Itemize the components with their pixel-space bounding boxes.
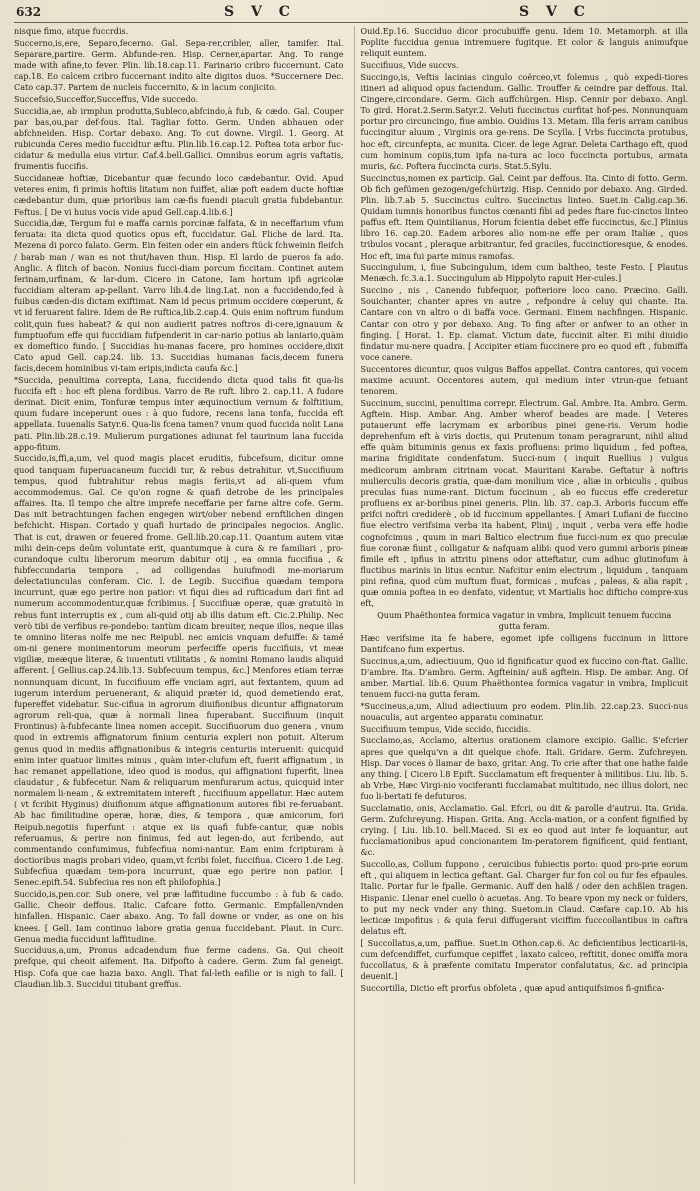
entry-paragraph: Succingulum, i, fiue Subcingulum, idem cum baltheo, teste Festo. [ Plautus Menæch. fc.3.a.1. Succingulum ab Hippolyto rapuit Her-cules.]	[360, 262, 688, 284]
running-head-right: S V C	[519, 4, 591, 20]
entry-paragraph: Succido,is,ffi,a,um, vel quod magis placet eruditis, fubcefsum, dicitur omne quod tanquam fuperuacaneum fuccidi tur, & rebus detrahitur. vt,Succifiuum tempus, quod fubtrahitur rebus magis feriis,vt ad ali-quem vfum accommodemus. Gal. Ce qu'on rogne & quafi detrobe de les principales affaires. Ita. Il tempo che altre imprefe neceffarie per farne altre cofe. Germ. Das mit betrachtungen fachen engegen wirt/ober nebend ernftlichen dingen befchicht. Hispan. Cortado y quafi hurtado de principales negocios. Anglic. That is cut, drawen or feuered frome. Gell.lib.20.cap.11. Quantum autem vitæ mihi dein-ceps deûm voluntate erit, quantumque à cura & re familiari , pro-curandoque cultu liberorum meorum dabitur otij , ea omnia fuccifiua , & fubfeccundaria tempora , ad colligendas huiufmodi me-moriarum delectatiunculas conferam. Cic. l. de Legib. Succifiua quædam tempora incurrunt, quæ ego perire non patior: vt fiqui dies ad rufticadum dari fint ad numerum accommodentur,quæ fcribimus. [ Succifiuæ operæ, quæ gratuitò in rebus funt interruptis ex , cum ali-quid otij ab illis datum eft. Cic.2.Philip. Nec verò tibi de verfibus re-pondebo: tantùm dicam breuiter, neque illos, neque illas te omnino literas nolfe me nec Reipubl. nec amicis vnquam defuiffe: & tamé om-ni genere monimentorum meorum perfeciffe operis fuccifiuis, vt meæ vigiliæ, meæque literæ, & iuuentuti vtilitatis , & nomini Romano laudis aliquid afferent. [ Gellius.cap.24.lib.13. Subfecuum tempus, &c.] Menfores etiam terræ nonnunquam dicunt, In fuccifiuum effe vnciam agri, aut fextantem, quum ad iugerum interdum peruenerant, & aliquid præter id, quod demetiendo erat, fupereffet videbatur. Suc-cifiua in agrorum diuifionibus dicuntur affignatorum agrorum reli-qua, quæ à normali linea fuperabant. Succifiuum (inquit Frontinus) à-fubfecante linea nomen accepit. Succifiuorum duo genera , vnum quod in extremis affignatorum finium centuria expleri non potuit. Alterum genus quod in mediis affignationibus & integris centuriis interuenit: quicquid enim inter quatuor limites minus , quàm inter-clufum eft, fuerit affignatum , in hac remanet appellatione, ideo quod is modus, qui affignationi fuperfit, linea claudatur , & fubfecetur. Nam & reliquarum menfurarum actus, quicquid inter normalem li-neam , & extremitatem intereft , fuccifiuum appellatur. Hæc autem ( vt fcribit Hyginus) diuifionum atque affignationum autores fibi re-feruabant. Ab hac fimilitudine operæ, horæ, dies, & tempora , quæ amicorum, fori Reipub.negotiis fuperfunt : atque ex iis quafi fubfe-cantur, quæ nobis referuamus, & perire non finimus, fed aut legen-do, aut fcribendo, aut commentando confumimus, fubfecfiua nomi-nantur. Eam enim fcripturam à doctioribus magis probari video, quam,vt fcribi folet, fuccifiua. Cicero 1.de Leg. Subfecfiua quædam tem-pora incurrunt, quæ ego perire non patior. [ Senec.epift.54. Subfeciua res non eft philofophia.]	[14, 453, 344, 888]
entry-paragraph: Succinus,a,um, adiectiuum, Quo id fignificatur quod ex fuccino con-ftat. Gallic. D'ambre. Ita. D'ambro. Germ. Agfteinin/ auß agftein. Hisp. De ambar. Ang. Of amber. Martial. lib.6. Quum Phaëthontea formica vagatur in vmbra, Implicuit tenuem fucci-na gutta feram.	[360, 655, 688, 700]
left-column	[14, 26, 344, 1184]
entry-paragraph: Succollo,as, Collum fuppono , ceruicibus fubiectis porto: quod pro-prie eorum eft , qui aliquem in lectica geftant. Gal. Charger fur fon col ou fur fes efpaules. Italic. Portar fur le fpalle. Germanic. Auff den halß / oder den achßlen tragen. Hispanic. Llenar enel cuello ò acuetas. Ang. To beare vpon my neck or fulders, to put my neck vnder any thing. Suetom.in Claud. Cæfare cap.10. Ab his lecticæ impofitus : & quia ferui diffugerant viciffim fucccollantibus in caftra delatus eft.	[360, 859, 688, 936]
entry-paragraph: *Succida, penultima correpta, Lana, fuccidendo dicta quod talis fit qua-lis fuccifa eft : hoc eft plena fordibus. Varro de Re ruft. libro 2. cap.11. A fudore derinat. Dicit enim, Tonfuræ tempus inter æquinoctium vernum & folftitium, quum fudare inceperunt oues : à quo fudore, recens lana tonfa, fuccida eft appellata. Iuuenalis Satyr.6. Qua-lis fcena tamen? vnum quod fuccida nolit Lana pati. Plin.lib.28.c.19. Mulierum purgationes adiunat fel taurinum lana fuccida appo-fitum.	[14, 374, 344, 452]
right-column	[354, 26, 689, 1184]
entry-paragraph: Succidia,dæ, Tergum fui e maffa carnis porcinæ falfata, & in neceffarium vfum feruata: ita dicta quod quotics opus eft, fuccidatur. Gal. Fliche de lard. Ita. Mezena di porco falato. Germ. Ein feiten oder ein anders ftück fchweinin fleifch / barab man / wan es not thut/haven thun. Hisp. El lardo de pueros fa ado. Anglic. A flitch of bacon. Nonius fucci-diam porcum ficcitam. Continet autem ferinam,urfinam, & lar-dum. Cicero in Catone, Iam hortum ipfi agricolæ fuccidiam alteram ap-pellant. Varro lib.4.de ling.Lat. non a fuccidendo,fed à fuibus cæden-dis dictam exiftimat. Nam id pecus primum occidere cœperunt, & vt id feruarent falire. Idem de Re ruftica,lib.2.cap.4. Quis enim noftrum fundum colit,quin fues habeat? & qui non audierit patres noftros di-cere,ignauum & fumptuofum effe qui fuccidiam fufpenderit in car-nario potius ab laniario,quàm ex domeftico fundo. [ Succidias hu-manas facere, pro homines occidere,dixit Cato apud Gell. cap.24. lib. 13. Succidias humanas facis,decem funera facis,decem hominibus vi-tam eripis,indicta caufa &c.]	[14, 218, 344, 374]
entry-paragraph: *Succineus,a,um, Aliud adiectiuum pro eodem. Plin.lib. 22.cap.23. Succi-nus nouaculis, aut argenteo apparatu cominatur.	[360, 700, 688, 723]
entry-paragraph: Succidia,ae, ab irmplun produtta,Subleco,abfcindo,à fub, & cædo. Gal. Couper par bas,ou,par def-fous. Ital. Tagliar fotto. Germ. Unden abhauen oder abfchneiden. Hisp. Cortar debaxo. Ang. To cut downe. Virgil. 1. Georg. At rubicunda Ceres medio fuccidtur æftu. Plin.lib.16.cap.12. Poftea tota arbor fuc-cidatur & medulla eius virtur. Caf.4.bell.Gallici. Omnibus eorum agris vaftatis, frumentis fuccifis.	[14, 105, 344, 172]
entry-paragraph: Succerno,is,ere, Separo,fecerno. Gal. Sepa-rer,cribler, aller, tamifer. Ital. Separare,partire. Germ. Abfunde-ren. Hisp. Cerner,apartar. Ang. To range made with afine,to fever. Plin. lib.18.cap.11. Farinario cribro fuccernunt. Cato cap.18. Eo calcem cribro fuccernant indito alte digitos duos. *Succernere Dec. Cato cap.37. Partem de nucleis fuccernito, & in lacum conjicito.	[14, 37, 344, 93]
entry-paragraph: Succiduus,a,um, Pronus adcadendum fiue ferme cadens. Ga. Qui cheoit prefque, qui cheoit aifement. Ita. Difpofto à cadere. Germ. Zum fal geneigt. Hisp. Cofa que cae hazia baxo. Angli. That fal-leth eafilie or is nigh to fall. [ Claudian.lib.3. Succidui titubant greffus.	[14, 945, 344, 989]
entry-paragraph: Succingo,is, Veftis lacinias cingulo coërceo,vt folemus , quò expedi-tiores itineri ad aliquod opus faciendum. Gallic. Trouffer & ceindre par deffous. Ital. Cingere,circondare. Germ. Gich auffchürgen. Hisp. Cennir por debaxo. Angl. To gird. Horat.2.Serm.Satyr.2. Veluti fuccinctus curfitat hof-pes. Nonnunquam portur pro circuncingo, fiue ambio. Ouidius 13. Metam. Illa feris arram canibus fuccingitur aluum , Virginis ora ge-rens. De Scylla. [ Vrbs fuccincta protubus, hoc eft, circunfepta, ac munita. Cicer. de lege Agrar. Deleta Carthago eft, quod cum hominum copiis,tum ipfa na-tura ac loco fuccincta portubus, armata muris, &c. Poftera fuccincta curis. Stat.5.Sylu.	[360, 71, 688, 171]
entry-paragraph: [ Succollatus,a,um, paffiue. Suet.in Othon.cap.6. Ac deficientibus lecticarii-is, cum defcendiffet, curfumque cepiffet , laxato calceo, reftitit, donec omiffa mora fuccollatus, & à præfente comitatu Imperator confalutatus, &c. ad principia deuenit.]	[360, 937, 688, 982]
entry-paragraph: Succlamo,as, Acclamo, alterius orationem clamore excipio. Gallic. S'efcrier apres que quelqu'vn a dit quelque chofe. Itali. Gridare. Germ. Zufchreyen. Hisp. Dar voces ò llamar de baxo, gritar. Ang. To crie after that one hathe faide any thing. [ Cicero l.8 Epift. Succlamatum eft frequenter à militibus. Liu. lib. 5. ab Vrbe, Hæc Virgi-nio vociferanti fucclamabat multitudo, nec illius dolori, nec fuo li-bertati fe defuturos.	[360, 735, 688, 802]
entry-paragraph: Succino , nis , Canendo fubfequor, pofteriore loco cano. Præcino. Galli. Souichanter, chanter apres vn autre , refpondre à celuy qui chante. Ita. Cantare con vn altro o di baffa voce. Germani. Einem nachfingen. Hispanic. Cantar con otro y por debaxo. Ang. To fing after or anfwer to an other in finging. [ Horat. 1. Ep. clamat. Victum date, fuccinit alter. Ei mihi diuidio findatur mu-nere quadra. [ Accipiter etiam fuccinere pro eo quod eft , fubmiffa voce canere.	[360, 285, 688, 363]
verse-quote: Quum Phaëthontea formica vagatur in vmbra, Implicuit tenuem fuccina gutta feram.	[377, 610, 672, 632]
entry-paragraph: Succortilla, Dictio eft prorfus obfoleta , quæ apud antiquifsimos fi-gnifica-	[360, 982, 665, 993]
entry-paragraph: Succifiuus, Vide succvs.	[360, 59, 459, 70]
entry-paragraph: Succido,is,pen.cor. Sub onere, vel præ laffitudine fuccumbo : à fub & cado. Gallic. Cheoir deffous. Italic. Cafcare fotto. Germanic. Empfallen/vnden hinfallen. Hispanic. Caer abaxo. Ang. To fall downe or vnder, as one on his knees. [ Gell. Iam continuo labore gratia genua fuccidebant. Plaut. in Curc. Genua media fuccidunt laffitudine.	[14, 889, 344, 944]
entry-paragraph: Hæc verifsime ita fe habere, egomet ipfe colligens fuccinum in littore Dantifcano fum expertus.	[360, 632, 688, 655]
entry-paragraph: Succinum, succini, penultima correpr. Electrum. Gal. Ambre. Ita. Ambro. Germ. Agftein. Hisp. Ambar. Ang. Amber wherof beades are made. [ Veteres putauerunt effe lacrymam ex arboribus pinei gene-ris. Verum hodie deprehenfum eft à viris doctis, qui Prutenum tonam peragrarunt, nihil aliud effe quàm bituminis genus ex faxis profluens: primo liquidum , fed poftea, marina frigiditate condenfatum. Succi-num ( inquit Ruellius ) vulgus medicorum ambram citrinam vocat. Mauritani Karabe. Geftatur à noftris mulierculis decoris gratia, quæ-dam monilium vice , aliæ in orbiculis , quibus preculas fuas nume-rant. Dictum fuccinum , ab eo fuccus effe crederetur profluens ex ar-boribus pinei generis. Plin. lib. 37. cap.3. Arboris fuccum effe prifci noftri crediderè , ob id fuccinum appellantes. [ Amari Lufiani de fuccino fiue electro verifsima verba ita habent, Plinij , inquit , verba vera effe hodie cognofcimus , quum in mari Baltico electrum fiue fucci-num ex quo preculæ fiue coronæ fiunt , colligatur & nafquam alibi: quod vero gummi arboris pineæ fimile eft , ipfius in attritu pinens odor atteftatur, cum adhuc glutinofum à fluctibus marinis in litus ecntur. Nafcitur enim electrum , liquidum , tanquam pini refina, quod cùm muftum fluat, formicas , mufcas , paleas, & alia rapit , quæ omnia poftea in eo denfato, videntur, vt Martialis hoc difticho compre-xus eft,	[360, 397, 688, 609]
entry-paragraph: Ouid.Ep.16. Succiduo dicor procubuiffe genu. Idem 10. Metamorph. at illa Poplite fuccidua genua intremuere fugitque. Et color & languis animufque reliquit euntem.	[360, 26, 688, 59]
entry-paragraph: Succifiuum tempus, Vide sccido, fuccidis.	[360, 723, 531, 734]
text-columns	[14, 26, 688, 1184]
entry-paragraph: nisque fimo, atque fuccrdis.	[14, 26, 129, 36]
running-head-left: S V C	[224, 4, 296, 20]
page-number: 632	[16, 5, 42, 19]
page-header	[14, 4, 688, 23]
entry-paragraph: Succlamatio, onis, Acclamatio. Gal. Efcri, ou dit & parolle d'autrui. Ita. Grida. Germ. Zufchreyung. Hispan. Grita. Ang. Accla-mation, or a confent fignified by crying. [ Liu. lib.10. bell.Maced. Si ex eo quod aut inter fe loquantur, aut fucclamationibus apud concionantem Im-peratorem fignificent, quid fentiant, &c.	[360, 802, 688, 858]
entry-paragraph: Succefsio,Succeffor,Succeffus, Vide succedo.	[14, 93, 199, 104]
entry-paragraph: Succentores dicuntur, quos vulgus Baffos appellat. Contra cantores, qui vocem maxime acuunt. Occentores autem, qui medium inter vtrun-que fetuant tenorem.	[360, 363, 688, 396]
entry-paragraph: Succidaneæ hoftiæ, Dicebantur quæ fecundo loco cædebantur. Ovid. Apud veteres enim, fi primis hoftiis litatum non fuiffet, aliæ poft eadem ducte hoftiæ cædebantur dum, quæ prioribus iam cæ-fis fuendi piaculi gratia fubdebantur. Feftus. [ De vi huius vocis vide apud Gell.cap.4.lib.6.]	[14, 173, 344, 217]
entry-paragraph: Succinctus,nomen ex particip. Gal. Ceint par deffous. Ita. Cinto di fotto. Germ. Ob fich gefümen gezogen/gefchürtzig. Hisp. Cennido por debaxo. Ang. Girded. Plin. lib.7.ab 5. Succinctus cultro. Succinctus linteo. Suet.in Calig.cap.36. Quidam iumnis honoribus functos cœnanti fibi ad pedes ftare fuc-cinctos linteo paffus eft. Item Quintilianus, Horum fcientia debet effe fuccinctus, &c.] Plinius libro 16. cap.20. Eadem arbores alio nom-ne effe per oram Italiæ , quos tribulos vocant , pleraque arbitrantur, fed graciles, fuccinctioresque, & enodes. Hoc eft, ima fui parte minus ramofas.	[360, 172, 688, 261]
